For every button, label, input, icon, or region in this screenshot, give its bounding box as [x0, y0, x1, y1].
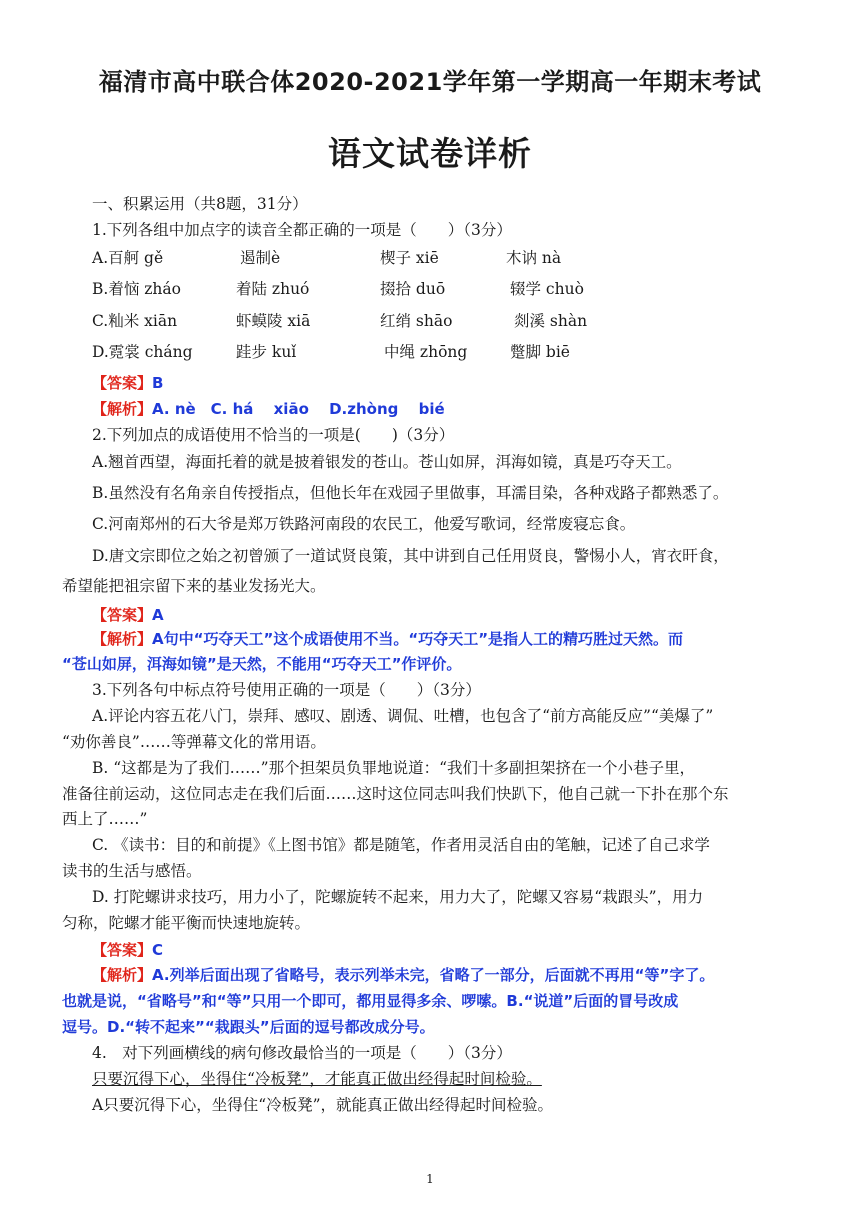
analysis-label: 【解析】 — [92, 966, 153, 984]
exam-title: 福清市高中联合体2020-2021学年第一学期高一年期末考试 — [98, 68, 762, 96]
page-number: 1 — [426, 1172, 434, 1186]
q3-analysis-line3: 逗号。D.“转不起来”“栽跟头”后面的逗号都改成分号。 — [62, 1018, 435, 1036]
q2-option-b: B.虽然没有名角亲自传授指点，但他长年在戏园子里做事，耳濡目染，各种戏路子都熟悉了。 — [92, 484, 729, 502]
q3-analysis-line2: 也就是说，“省略号”和“等”只用一个即可，都用显得多余、啰嗦。B.“说道”后面的冒号改成 — [62, 992, 679, 1010]
paper-subtitle: 语文试卷详析 — [328, 134, 532, 173]
q3-option-c-line2: 读书的生活与感悟。 — [62, 862, 202, 880]
answer-label: 【答案】 — [92, 606, 153, 624]
q1-option-d-4: 蹩脚 biē — [510, 343, 570, 361]
analysis-text: A句中“巧夺天工”这个成语使用不当。“巧夺天工”是指人工的精巧胜过天然。而 — [152, 630, 684, 648]
q1-option-d-3: 中绳 zhōng — [384, 343, 468, 361]
q1-stem: 1.下列各组中加点字的读音全都正确的一项是（ ）（3分） — [92, 221, 512, 239]
q3-option-a-line2: “劝你善良”……等弹幕文化的常用语。 — [62, 733, 326, 751]
answer-label: 【答案】 — [92, 941, 153, 959]
q1-option-c-1: C.籼米 xiān — [92, 312, 178, 330]
q3-stem: 3.下列各句中标点符号使用正确的一项是（ ）（3分） — [92, 681, 481, 699]
q3-option-b-line1: B. “这都是为了我们……”那个担架员负罪地说道：“我们十多副担架挤在一个小巷子里， — [92, 759, 696, 777]
q1-option-a-4: 木讷 nà — [506, 249, 562, 267]
q1-option-b-3: 掇拾 duō — [380, 280, 446, 298]
q3-option-b-line2: 准备往前运动，这位同志走在我们后面……这时这位同志叫我们快趴下，他自己就一下扑在那个东 — [62, 785, 729, 803]
q2-option-d-line1: D.唐文宗即位之始之初曾颁了一道试贤良策，其中讲到自己任用贤良，警惕小人，宵衣旰食， — [92, 547, 729, 565]
answer-value: B — [152, 374, 164, 392]
analysis-label: 【解析】 — [92, 400, 153, 418]
analysis-label: 【解析】 — [92, 630, 153, 648]
q1-option-a-2: 遏制è — [240, 249, 281, 267]
q3-analysis-line1 — [92, 964, 714, 986]
q2-answer — [92, 604, 164, 626]
q3-option-d-line1: D. 打陀螺讲求技巧，用力小了，陀螺旋转不起来，用力大了，陀螺又容易“栽跟头”，用力 — [92, 888, 704, 906]
q1-option-c-2: 虾蟆陵 xiā — [236, 312, 311, 330]
section-heading: 一、积累运用（共8题，31分） — [92, 195, 308, 213]
q1-option-a-1: A.百舸 gě — [92, 249, 164, 267]
q2-option-a: A.翘首西望，海面托着的就是披着银发的苍山。苍山如屏，洱海如镜，真是巧夺天工。 — [92, 453, 682, 471]
q1-analysis — [92, 398, 445, 420]
q3-answer — [92, 939, 163, 961]
q3-option-c-line1: C. 《读书：目的和前提》《上图书馆》都是随笔，作者用灵活自由的笔触，记述了自己求学 — [92, 836, 710, 854]
q1-option-d-2: 跬步 kuǐ — [236, 343, 297, 361]
q1-option-a-3: 楔子 xiē — [380, 249, 439, 267]
q3-option-d-line2: 匀称，陀螺才能平衡而快速地旋转。 — [62, 914, 311, 932]
q1-option-d-1: D.霓裳 cháng — [92, 343, 193, 361]
q2-analysis-line1 — [92, 628, 683, 650]
answer-value: A — [152, 606, 164, 624]
q2-stem: 2.下列加点的成语使用不恰当的一项是( )（3分） — [92, 426, 455, 444]
q2-option-d-line2: 希望能把祖宗留下来的基业发扬光大。 — [62, 577, 326, 595]
q3-option-b-line3: 西上了……” — [62, 810, 148, 828]
q1-option-c-4: 剡溪 shàn — [514, 312, 588, 330]
q1-answer — [92, 372, 163, 394]
q4-option-a: A只要沉得下心，坐得住“冷板凳”，就能真正做出经得起时间检验。 — [92, 1096, 554, 1114]
answer-value: C — [152, 941, 164, 959]
q1-option-b-2: 着陆 zhuó — [236, 280, 310, 298]
q3-option-a-line1: A.评论内容五花八门，崇拜、感叹、剧透、调侃、吐槽，也包含了“前方高能反应”“美爆了” — [92, 707, 714, 725]
q2-analysis-line2: “苍山如屏，洱海如镜”是天然，不能用“巧夺天工”作评价。 — [62, 655, 462, 673]
analysis-text: A. nè C. há xiāo D.zhòng bié — [152, 400, 445, 418]
q4-underlined-sentence: 只要沉得下心，坐得住“冷板凳”，才能真正做出经得起时间检验。 — [92, 1070, 542, 1088]
q1-option-b-1: B.着恼 zháo — [92, 280, 181, 298]
analysis-text: A.列举后面出现了省略号，表示列举未完，省略了一部分，后面就不再用“等”字了。 — [152, 966, 715, 984]
answer-label: 【答案】 — [92, 374, 153, 392]
q1-option-b-4: 辍学 chuò — [510, 280, 584, 298]
q1-option-c-3: 红绡 shāo — [380, 312, 453, 330]
q2-option-c: C.河南郑州的石大爷是郑万铁路河南段的农民工，他爱写歌词，经常废寝忘食。 — [92, 515, 636, 533]
q4-stem: 4. 对下列画横线的病句修改最恰当的一项是（ ）（3分） — [92, 1044, 512, 1062]
